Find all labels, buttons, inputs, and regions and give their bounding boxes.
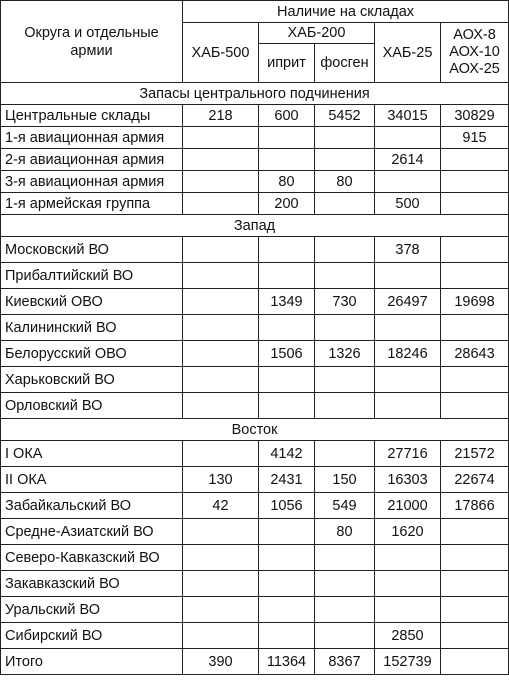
cell-hab500 [183,393,259,419]
cell-hab25 [375,393,441,419]
header-iprit: иприт [259,44,315,83]
cell-aox: 17866 [441,493,509,519]
cell-iprit [259,545,315,571]
header-availability: Наличие на складах [183,1,509,23]
cell-hab500 [183,127,259,149]
cell-hab25 [375,263,441,289]
cell-aox: 21572 [441,441,509,467]
header-aox-10: АОХ-10 [449,44,500,60]
cell-hab25: 34015 [375,105,441,127]
row-name: 3-я авиационная армия [1,171,183,193]
cell-hab500 [183,597,259,623]
cell-aox [441,393,509,419]
cell-hab25: 2614 [375,149,441,171]
section-row-east [1,419,509,441]
row-name: 1-я авиационная армия [1,127,183,149]
table-row [1,263,509,289]
cell-fosgen: 80 [315,519,375,545]
cell-iprit [259,571,315,597]
cell-fosgen: 80 [315,171,375,193]
cell-hab500: 42 [183,493,259,519]
cell-hab25 [375,571,441,597]
row-name: Прибалтийский ВО [1,263,183,289]
cell-fosgen [315,127,375,149]
cell-hab500: 130 [183,467,259,493]
row-name: Киевский ОВО [1,289,183,315]
cell-iprit: 600 [259,105,315,127]
cell-fosgen [315,193,375,215]
cell-hab500 [183,519,259,545]
cell-aox [441,649,509,675]
table-row [1,493,509,519]
cell-fosgen [315,441,375,467]
table-row [1,649,509,675]
section-row-west [1,215,509,237]
section-title: Запад [1,215,509,237]
cell-fosgen [315,367,375,393]
cell-aox [441,571,509,597]
cell-hab500 [183,341,259,367]
cell-fosgen [315,237,375,263]
table-row [1,105,509,127]
header-hab200: ХАБ-200 [259,23,375,44]
table-row [1,467,509,493]
cell-hab500: 218 [183,105,259,127]
cell-hab500 [183,193,259,215]
cell-iprit [259,237,315,263]
cell-aox [441,237,509,263]
row-name: Орловский ВО [1,393,183,419]
header-aox-25: АОХ-25 [449,61,500,77]
table-row [1,193,509,215]
cell-fosgen [315,393,375,419]
table-row [1,623,509,649]
cell-hab25: 378 [375,237,441,263]
table-row [1,127,509,149]
cell-aox [441,545,509,571]
cell-fosgen [315,545,375,571]
header-hab25: ХАБ-25 [375,23,441,83]
header-aox [441,23,509,83]
cell-hab500 [183,441,259,467]
cell-hab25: 16303 [375,467,441,493]
header-name: Округа и отдельные армии [1,1,183,83]
header-hab500: ХАБ-500 [183,23,259,83]
table-row [1,597,509,623]
cell-iprit: 1056 [259,493,315,519]
cell-aox: 28643 [441,341,509,367]
row-name: Уральский ВО [1,597,183,623]
table-row [1,545,509,571]
cell-iprit: 11364 [259,649,315,675]
cell-hab25 [375,597,441,623]
row-name: Харьковский ВО [1,367,183,393]
cell-fosgen [315,263,375,289]
table-row [1,519,509,545]
table-row [1,571,509,597]
cell-aox: 915 [441,127,509,149]
cell-hab25: 152739 [375,649,441,675]
cell-iprit: 1506 [259,341,315,367]
cell-hab25 [375,367,441,393]
table-row [1,171,509,193]
cell-hab500 [183,367,259,393]
cell-iprit [259,519,315,545]
cell-fosgen [315,623,375,649]
cell-fosgen: 730 [315,289,375,315]
cell-aox [441,623,509,649]
table-row [1,341,509,367]
cell-iprit: 4142 [259,441,315,467]
row-name: Центральные склады [1,105,183,127]
cell-fosgen [315,597,375,623]
cell-hab25: 500 [375,193,441,215]
cell-hab500 [183,623,259,649]
cell-hab25 [375,127,441,149]
row-name: Белорусский ОВО [1,341,183,367]
row-name: Итого [1,649,183,675]
header-aox-8: АОХ-8 [453,27,496,43]
cell-hab500 [183,315,259,341]
table-header [1,1,509,83]
cell-iprit [259,149,315,171]
cell-hab25: 26497 [375,289,441,315]
cell-hab500: 390 [183,649,259,675]
cell-fosgen [315,315,375,341]
cell-aox: 30829 [441,105,509,127]
cell-iprit [259,623,315,649]
cell-hab500 [183,545,259,571]
cell-fosgen: 8367 [315,649,375,675]
section-row-central [1,83,509,105]
cell-fosgen: 150 [315,467,375,493]
table-row [1,237,509,263]
cell-iprit [259,393,315,419]
cell-aox [441,597,509,623]
cell-fosgen [315,571,375,597]
cell-hab25: 2850 [375,623,441,649]
table-body [1,83,509,675]
table-row [1,393,509,419]
cell-fosgen: 1326 [315,341,375,367]
cell-iprit: 80 [259,171,315,193]
row-name: 2-я авиационная армия [1,149,183,171]
cell-iprit [259,315,315,341]
table-row [1,315,509,341]
cell-aox [441,263,509,289]
cell-iprit [259,597,315,623]
cell-iprit: 1349 [259,289,315,315]
cell-hab500 [183,289,259,315]
cell-fosgen: 549 [315,493,375,519]
cell-hab500 [183,571,259,597]
cell-hab500 [183,263,259,289]
cell-iprit [259,367,315,393]
cell-aox [441,367,509,393]
cell-aox [441,149,509,171]
cell-aox [441,519,509,545]
cell-hab25 [375,171,441,193]
cell-aox [441,315,509,341]
cell-hab500 [183,171,259,193]
table-row [1,441,509,467]
row-name: II ОКА [1,467,183,493]
cell-aox [441,193,509,215]
cell-hab500 [183,237,259,263]
row-name: Сибирский ВО [1,623,183,649]
cell-hab25: 27716 [375,441,441,467]
cell-aox: 19698 [441,289,509,315]
cell-iprit: 2431 [259,467,315,493]
cell-aox [441,171,509,193]
cell-hab25: 21000 [375,493,441,519]
cell-hab25 [375,545,441,571]
cell-fosgen: 5452 [315,105,375,127]
cell-fosgen [315,149,375,171]
cell-iprit: 200 [259,193,315,215]
row-name: I ОКА [1,441,183,467]
section-title: Запасы центрального подчинения [1,83,509,105]
row-name: Северо-Кавказский ВО [1,545,183,571]
section-title: Восток [1,419,509,441]
cell-hab25 [375,315,441,341]
row-name: Закавказский ВО [1,571,183,597]
row-name: 1-я армейская группа [1,193,183,215]
cell-hab25: 1620 [375,519,441,545]
table-row [1,149,509,171]
row-name: Московский ВО [1,237,183,263]
table-row [1,289,509,315]
cell-aox: 22674 [441,467,509,493]
row-name: Забайкальский ВО [1,493,183,519]
cell-hab25: 18246 [375,341,441,367]
cell-iprit [259,127,315,149]
row-name: Калининский ВО [1,315,183,341]
cell-hab500 [183,149,259,171]
header-fosgen: фосген [315,44,375,83]
row-name: Средне-Азиатский ВО [1,519,183,545]
cell-iprit [259,263,315,289]
table-row [1,367,509,393]
